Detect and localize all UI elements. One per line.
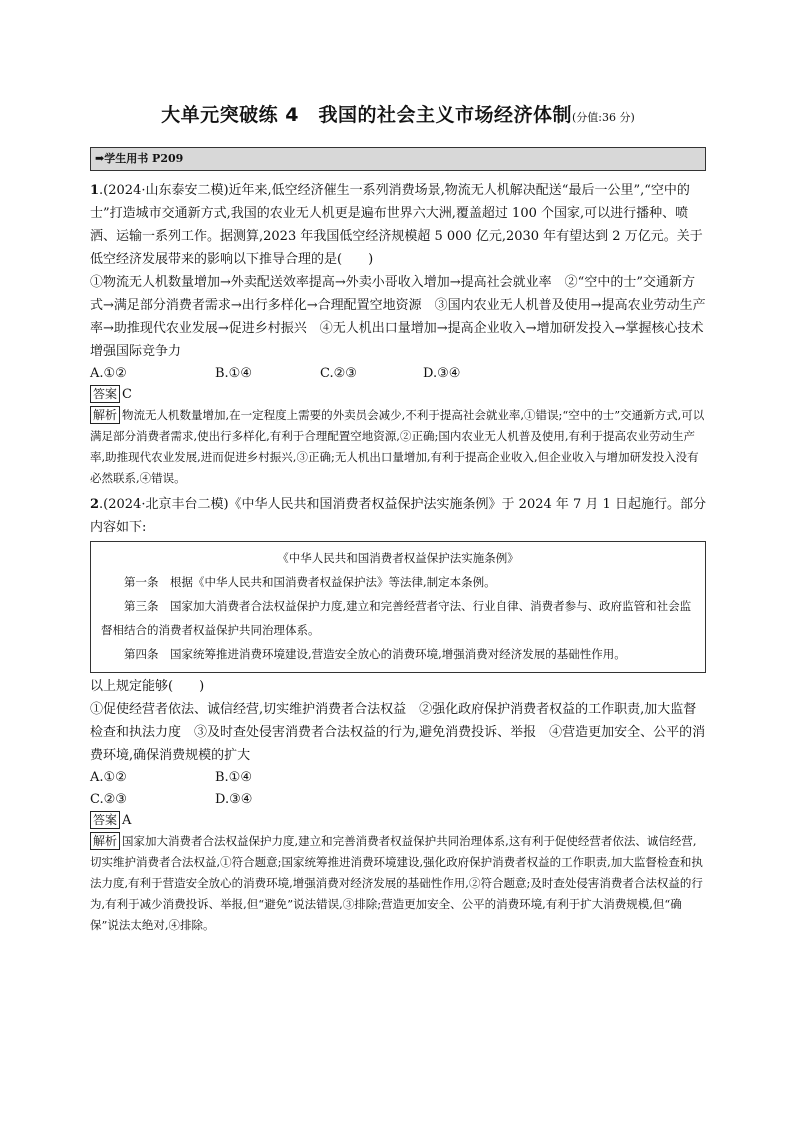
q1-option-d[interactable]: D.③④ (423, 366, 461, 381)
question-2 (90, 493, 706, 936)
q1-analysis-text: 物流无人机数量增加,在一定程度上需要的外卖员会减少,不利于提高社会就业率,①错误;“空中的士”交通新方式,可以满足部分消费者需求,使出行多样化,有利于合理配置空地资源,②正确;国内农业无人机普及使用,有利于提高农业劳动生产率,助推现代农业发展,进而促进乡村振兴,③正确;无人机出口量增加,有利于提高企业收入,但企业收入与增加研发投入没有必然联系,④错误。 (90, 408, 705, 485)
title-row (90, 100, 706, 127)
q2-items: ①促使经营者依法、诚信经营,切实维护消费者合法权益 ②强化政府保护消费者权益的工作职责,加大监督检查和执法力度 ③及时查处侵害消费者合法权益的行为,避免消费投诉、举报 ④营造更加安全、公平的消费环境,确保消费规模的扩大 (90, 702, 706, 763)
q2-option-d[interactable]: D.③④ (215, 792, 253, 807)
question-1 (90, 179, 706, 489)
q2-options-row-2 (90, 789, 706, 811)
q2-question: 以上规定能够( ) (90, 679, 205, 694)
q2-stem-text: .(2024·北京丰台二模)《中华人民共和国消费者权益保护法实施条例》于 2024 年 7 月 1 日起施行。部分内容如下: (90, 497, 706, 535)
q1-answer-value: C (122, 387, 132, 402)
q2-options-row-1 (90, 767, 706, 789)
q2-analysis (90, 831, 706, 936)
q2-answer (90, 811, 706, 831)
score-note: (分值:36 分) (572, 111, 635, 124)
q2-option-c[interactable]: C.②③ (90, 792, 127, 807)
q2-option-b[interactable]: B.①④ (215, 770, 252, 785)
q1-option-b[interactable]: B.①④ (215, 366, 252, 381)
law-excerpt-box (90, 541, 706, 673)
source-bar: ➡学生用书 P209 (90, 147, 706, 171)
q1-items: ①物流无人机数量增加→外卖配送效率提高→外卖小哥收入增加→提高社会就业率 ②“空中的士”交通新方式→满足部分消费者需求→出行多样化→合理配置空地资源 ③国内农业无人机普及使用→提高农业劳动生产率→助推现代农业发展→促进乡村振兴 ④无人机出口量增加→提高企业收入→增加研发投入→掌握核心技术增强国际竞争力 (90, 275, 706, 359)
q2-option-a[interactable]: A.①② (90, 770, 127, 785)
law-article-1: 第一条 根据《中华人民共和国消费者权益保护法》等法律,制定本条例。 (124, 575, 496, 589)
q1-analysis (90, 405, 706, 489)
q1-stem (90, 179, 706, 271)
page-title: 大单元突破练 4 我国的社会主义市场经济体制 (161, 104, 573, 126)
q2-analysis-text: 国家加大消费者合法权益保护力度,建立和完善消费者权益保护共同治理体系,这有利于促使经营者依法、诚信经营,切实维护消费者合法权益,①符合题意;国家统筹推进消费环境建设,强化政府保护消费者权益的工作职责,加大监督检查和执法力度,有利于营造安全放心的消费环境,增强消费对经济发展的基础性作用,②符合题意;及时查处侵害消费者合法权益的行为,有利于减少消费投诉、举报,但“避免”说法错误,③排除;营造更加安全、公平的消费环境,有利于扩大消费规模,但“确保”说法太绝对,④排除。 (90, 834, 703, 932)
q1-analysis-label: 解析 (90, 406, 120, 424)
q2-number: 2 (90, 497, 100, 512)
q1-answer-label: 答案 (90, 385, 120, 403)
law-article-4: 第四条 国家统筹推进消费环境建设,营造安全放心的消费环境,增强消费对经济发展的基础性作用。 (124, 647, 626, 661)
q2-answer-value: A (122, 813, 132, 828)
q1-option-a[interactable]: A.①② (90, 366, 127, 381)
q1-number: 1 (90, 183, 100, 198)
q1-options (90, 363, 706, 385)
q2-answer-label: 答案 (90, 811, 120, 829)
q1-answer (90, 385, 706, 405)
q1-option-c[interactable]: C.②③ (320, 366, 357, 381)
q2-stem (90, 493, 706, 539)
q2-analysis-label: 解析 (90, 832, 120, 850)
document-page (90, 100, 706, 936)
q1-stem-text: .(2024·山东泰安二模)近年来,低空经济催生一系列消费场景,物流无人机解决配送“最后一公里”,“空中的士”打造城市交通新方式,我国的农业无人机更是遍布世界六大洲,覆盖超过 100 个国家,可以进行播种、喷洒、运输一系列工作。据测算,2023 年我国低空经济规模超 5 000 亿元,2030 年有望达到 2 万亿元。关于低空经济发展带来的影响以下推导合理的是( ) (90, 183, 703, 267)
law-box-title: 《中华人民共和国消费者权益保护法实施条例》 (277, 551, 519, 565)
law-article-3: 第三条 国家加大消费者合法权益保护力度,建立和完善经营者守法、行业自律、消费者参与、政府监管和社会监督相结合的消费者权益保护共同治理体系。 (101, 599, 692, 637)
